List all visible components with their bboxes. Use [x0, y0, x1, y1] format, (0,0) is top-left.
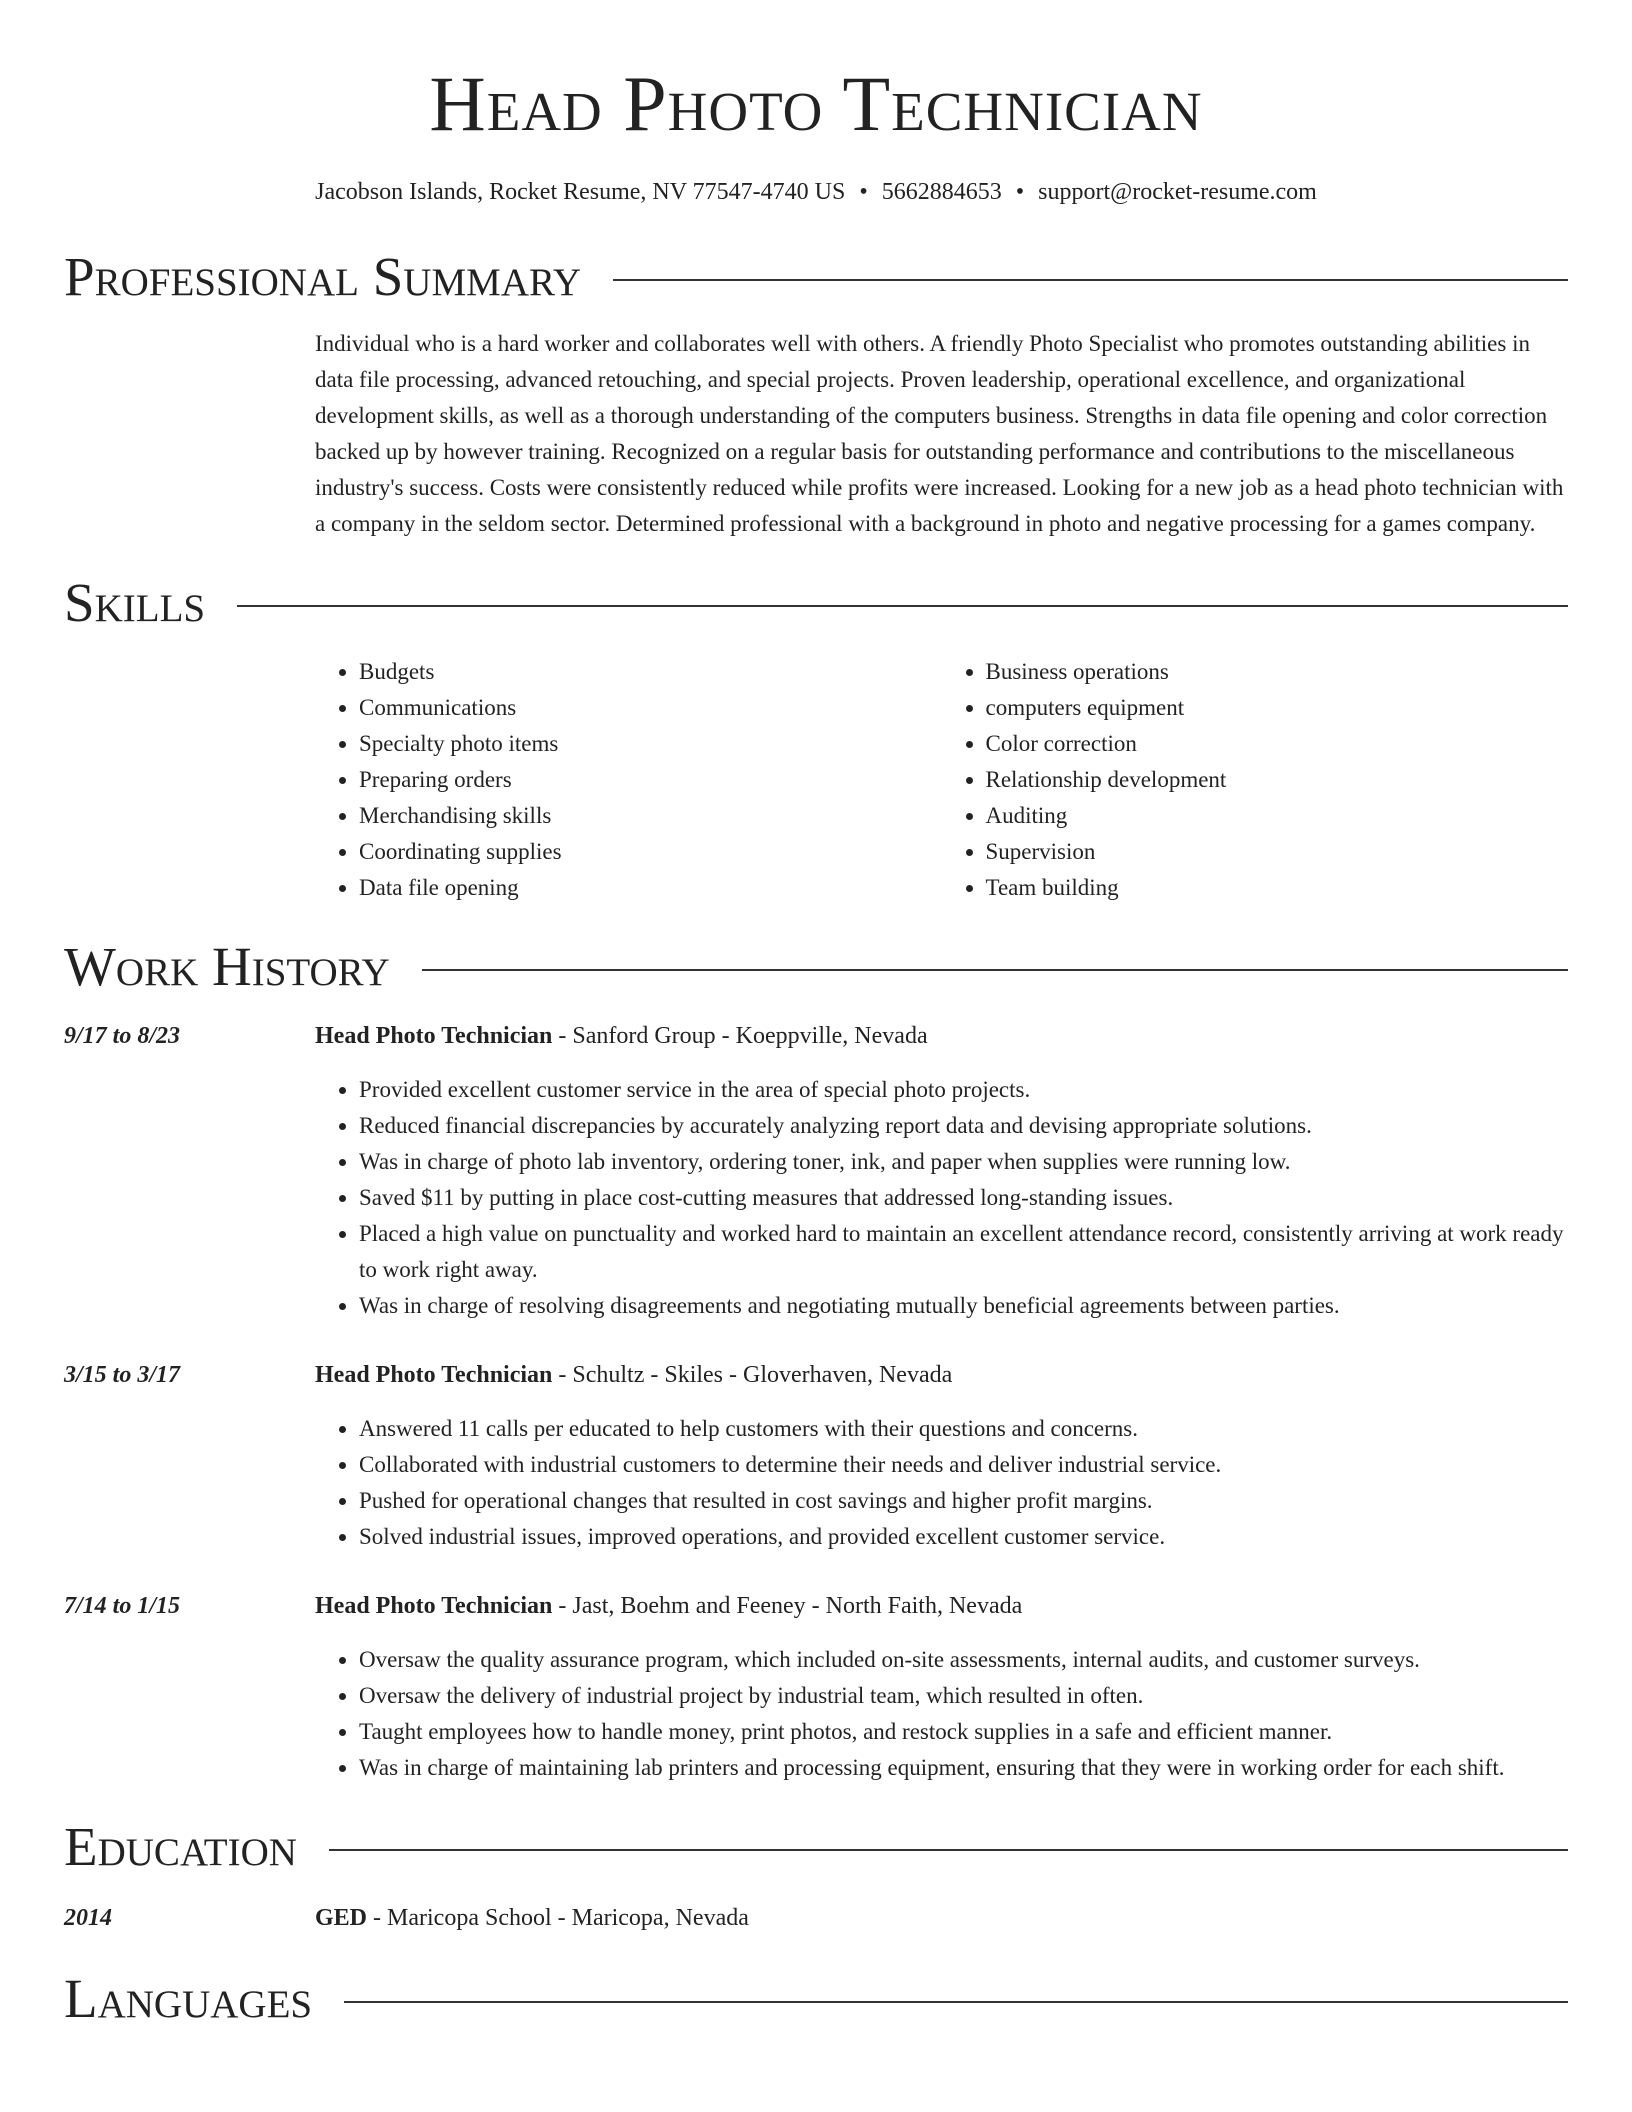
skill-item: • Budgets [359, 654, 942, 690]
section-divider [329, 1849, 1568, 1851]
contact-line [64, 176, 1568, 208]
job-bullet-list [315, 1642, 1568, 1786]
skill-item: • Preparing orders [359, 762, 942, 798]
contact-phone: 5662884653 [881, 179, 1002, 205]
skills-list-right [942, 654, 1569, 906]
job-bullet: • Taught employees how to handle money, print photos, and restock supplies in a safe and efficient manner. [359, 1714, 1568, 1750]
job-bullets [64, 1642, 1568, 1786]
job-bullet: • Solved industrial issues, improved operations, and provided excellent customer service. [359, 1519, 1568, 1555]
job-entry [64, 1588, 1568, 1786]
job-bullet: • Pushed for operational changes that resulted in cost savings and higher profit margins. [359, 1483, 1568, 1519]
section-title: Work History [64, 936, 390, 997]
education-year: 2014 [64, 1905, 112, 1931]
education-school: - Maricopa School - Maricopa, Nevada [367, 1905, 749, 1931]
job-title: Head Photo Technician [315, 1593, 553, 1619]
section-header [64, 1964, 1568, 2034]
job-bullet: • Was in charge of resolving disagreements and negotiating mutually beneficial agreements between parties. [359, 1288, 1568, 1324]
contact-email: support@rocket-resume.com [1038, 179, 1317, 205]
education-degree: GED [315, 1905, 368, 1931]
skill-item: • Merchandising skills [359, 798, 942, 834]
job-heading [315, 1357, 1568, 1393]
job-bullet: • Oversaw the quality assurance program, which included on-site assessments, internal audits, and customer surveys. [359, 1642, 1568, 1678]
skill-item: • Relationship development [986, 762, 1569, 798]
job-heading [315, 1588, 1568, 1624]
section-divider [237, 605, 1568, 607]
skill-item: • Data file opening [359, 870, 942, 906]
job-bullet: • Was in charge of maintaining lab printers and processing equipment, ensuring that they were in working order for each shift. [359, 1750, 1568, 1786]
summary-section [64, 242, 1568, 542]
section-divider [422, 969, 1568, 971]
contact-separator: • [859, 179, 868, 205]
skill-item: • Business operations [986, 654, 1569, 690]
job-bullet: • Saved $11 by putting in place cost-cutting measures that addressed long-standing issues. [359, 1180, 1568, 1216]
section-header [64, 932, 1568, 1002]
job-bullet: • Oversaw the delivery of industrial project by industrial team, which resulted in often. [359, 1678, 1568, 1714]
job-header [64, 1018, 1568, 1054]
job-employer: - Jast, Boehm and Feeney - North Faith, Nevada [552, 1593, 1023, 1619]
job-heading [315, 1018, 1568, 1054]
job-bullet: • Was in charge of photo lab inventory, ordering toner, ink, and paper when supplies were running low. [359, 1144, 1568, 1180]
skill-item: • computers equipment [986, 690, 1569, 726]
job-bullet: • Reduced financial discrepancies by accurately analyzing report data and devising appropriate solutions. [359, 1108, 1568, 1144]
summary-body [64, 326, 1568, 542]
section-divider [613, 279, 1568, 281]
summary-text: Individual who is a hard worker and collaborates well with others. A friendly Photo Specialist who promotes outstanding abilities in data file processing, advanced retouching, and special projects. Proven leadership, operational excellence, and organizational development skills, as well as a thorough understanding of the computers business. Strengths in data file opening and color correction backed up by however training. Recognized on a regular basis for outstanding performance and contributions to the miscellaneous industry's success. Costs were consistently reduced while profits were increased. Looking for a new job as a head photo technician with a company in the seldom sector. Determined professional with a background in photo and negative processing for a games company. [315, 331, 1564, 536]
section-divider [344, 2001, 1568, 2003]
job-bullet: • Collaborated with industrial customers to determine their needs and deliver industrial service. [359, 1447, 1568, 1483]
education-entry [64, 1900, 1568, 1936]
skills-section [64, 568, 1568, 906]
education-heading [315, 1900, 1568, 1936]
job-bullets [64, 1411, 1568, 1555]
work-history-section [64, 932, 1568, 1786]
skill-item: • Specialty photo items [359, 726, 942, 762]
languages-section [64, 1964, 1568, 2034]
job-title: Head Photo Technician [315, 1362, 553, 1388]
job-bullet: • Answered 11 calls per educated to help customers with their questions and concerns. [359, 1411, 1568, 1447]
skill-item: • Supervision [986, 834, 1569, 870]
contact-address: Jacobson Islands, Rocket Resume, NV 77547-4740 US [315, 179, 846, 205]
skill-item: • Communications [359, 690, 942, 726]
job-bullet-list [315, 1411, 1568, 1555]
job-bullet: • Provided excellent customer service in the area of special photo projects. [359, 1072, 1568, 1108]
education-section [64, 1812, 1568, 1936]
section-title: Languages [64, 1968, 313, 2029]
job-dates: 7/14 to 1/15 [64, 1593, 181, 1619]
job-bullet-list [315, 1072, 1568, 1324]
job-entry [64, 1018, 1568, 1324]
resume-title: Head Photo Technician [429, 60, 1203, 147]
job-bullets [64, 1072, 1568, 1324]
section-title: Professional Summary [64, 246, 582, 307]
job-entry [64, 1357, 1568, 1555]
job-dates: 3/15 to 3/17 [64, 1362, 181, 1388]
section-header [64, 242, 1568, 312]
section-title: Education [64, 1816, 297, 1877]
skill-item: • Coordinating supplies [359, 834, 942, 870]
section-header [64, 568, 1568, 638]
skill-item: • Color correction [986, 726, 1569, 762]
job-bullet: • Placed a high value on punctuality and worked hard to maintain an excellent attendance record, consistently arriving at work ready to work right away. [359, 1216, 1568, 1288]
skill-item: • Team building [986, 870, 1569, 906]
section-header [64, 1812, 1568, 1882]
job-header [64, 1357, 1568, 1393]
skill-item: • Auditing [986, 798, 1569, 834]
skills-list-left [315, 654, 942, 906]
job-title: Head Photo Technician [315, 1023, 553, 1049]
job-employer: - Sanford Group - Koeppville, Nevada [552, 1023, 928, 1049]
contact-separator: • [1015, 179, 1025, 205]
section-title: Skills [64, 572, 206, 633]
job-employer: - Schultz - Skiles - Gloverhaven, Nevada [552, 1362, 953, 1388]
job-header [64, 1588, 1568, 1624]
job-dates: 9/17 to 8/23 [64, 1023, 181, 1049]
skills-grid [64, 654, 1568, 906]
